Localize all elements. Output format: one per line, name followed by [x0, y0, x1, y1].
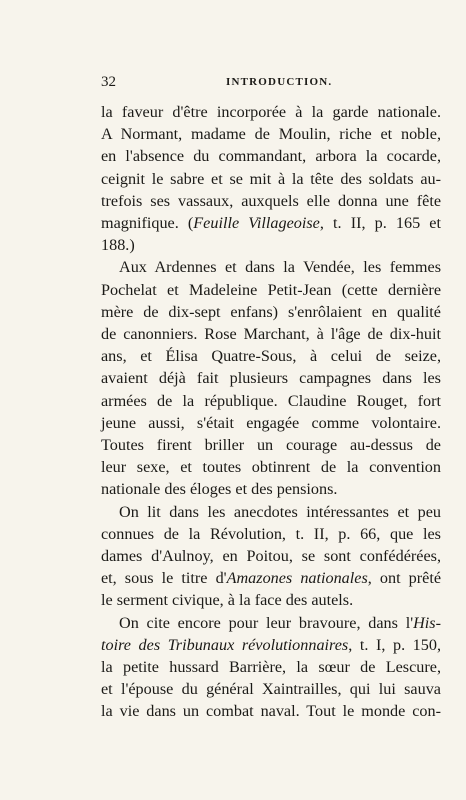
text-line: Pochelat et Madeleine Petit-Jean (cette dernière [101, 280, 441, 299]
text-line: leur sexe, et toutes obtinrent de la convention [101, 458, 441, 477]
text-line: la petite hussard Barrière, la sœur de Lescure, [101, 658, 441, 677]
text-line: On lit dans les anecdotes intéressantes et peu [119, 502, 441, 521]
text-line: Toutes firent briller un courage au-dessus de [101, 436, 441, 455]
text-line: Aux Ardennes et dans la Vendée, les femmes [119, 258, 441, 277]
text-segment: , t. II, p. 165 et [319, 214, 441, 233]
text-segment: , ont prêté [367, 569, 442, 588]
text-line: ans, et Élisa Quatre-Sous, à celui de seize, [101, 347, 441, 366]
text-line: jeune aussi, s'était engagée comme volontaire. [101, 413, 441, 432]
text-line: A Normant, madame de Moulin, riche et noble, [101, 125, 441, 144]
text-line: le serment civique, à la face des autels. [101, 591, 354, 610]
italic-term: Amazones nationales [226, 569, 368, 588]
text-line [101, 612, 441, 634]
text-line: dames d'Aulnoy, en Poitou, se sont confédérées, [101, 547, 441, 566]
journal-title: Feuille Villageoise [193, 214, 320, 233]
text-line [101, 567, 441, 589]
text-line: et l'épouse du général Xaintrailles, qui lui sauva [101, 680, 441, 699]
text-line: de canonniers. Rose Marchant, à l'âge de dix-huit [101, 325, 441, 344]
text-line: mère de dix-sept enfans) s'enrôlaient en qualité [101, 302, 441, 321]
book-title: toire des Tribunaux révolutionnaires [101, 635, 349, 654]
text-line: trefois ses vassaux, auxquels elle donna une fête [101, 191, 441, 210]
text-line [101, 634, 441, 656]
text-segment: magnifique. ( [101, 214, 194, 233]
text-line: avaient déjà fait plusieurs campagnes dans les [101, 369, 441, 388]
text-line: connues de la Révolution, t. II, p. 66, que les [101, 524, 441, 543]
text-segment: , t. I, p. 150, [348, 635, 442, 654]
text-line: nationale des éloges et des pensions. [101, 480, 338, 499]
page-header [101, 74, 441, 94]
text-line: la faveur d'être incorporée à la garde nationale. [101, 103, 441, 121]
text-line: la vie dans un combat naval. Tout le monde con- [101, 702, 441, 721]
book-title: His- [413, 613, 441, 632]
body-text [101, 101, 441, 723]
page-number: 32 [101, 74, 116, 90]
text-line: en l'absence du commandant, arbora la cocarde, [101, 147, 441, 166]
text-line: ceignit le sabre et se mit à la tête des soldats au- [101, 169, 441, 188]
text-segment: On cite encore pour leur bravoure, dans l' [119, 613, 414, 632]
text-segment: et, sous le titre d' [101, 569, 227, 588]
running-head: INTRODUCTION. [226, 76, 333, 88]
text-line: armées de la république. Claudine Rouget, fort [101, 391, 441, 410]
text-line: 188.) [101, 236, 135, 255]
text-line [101, 212, 441, 234]
